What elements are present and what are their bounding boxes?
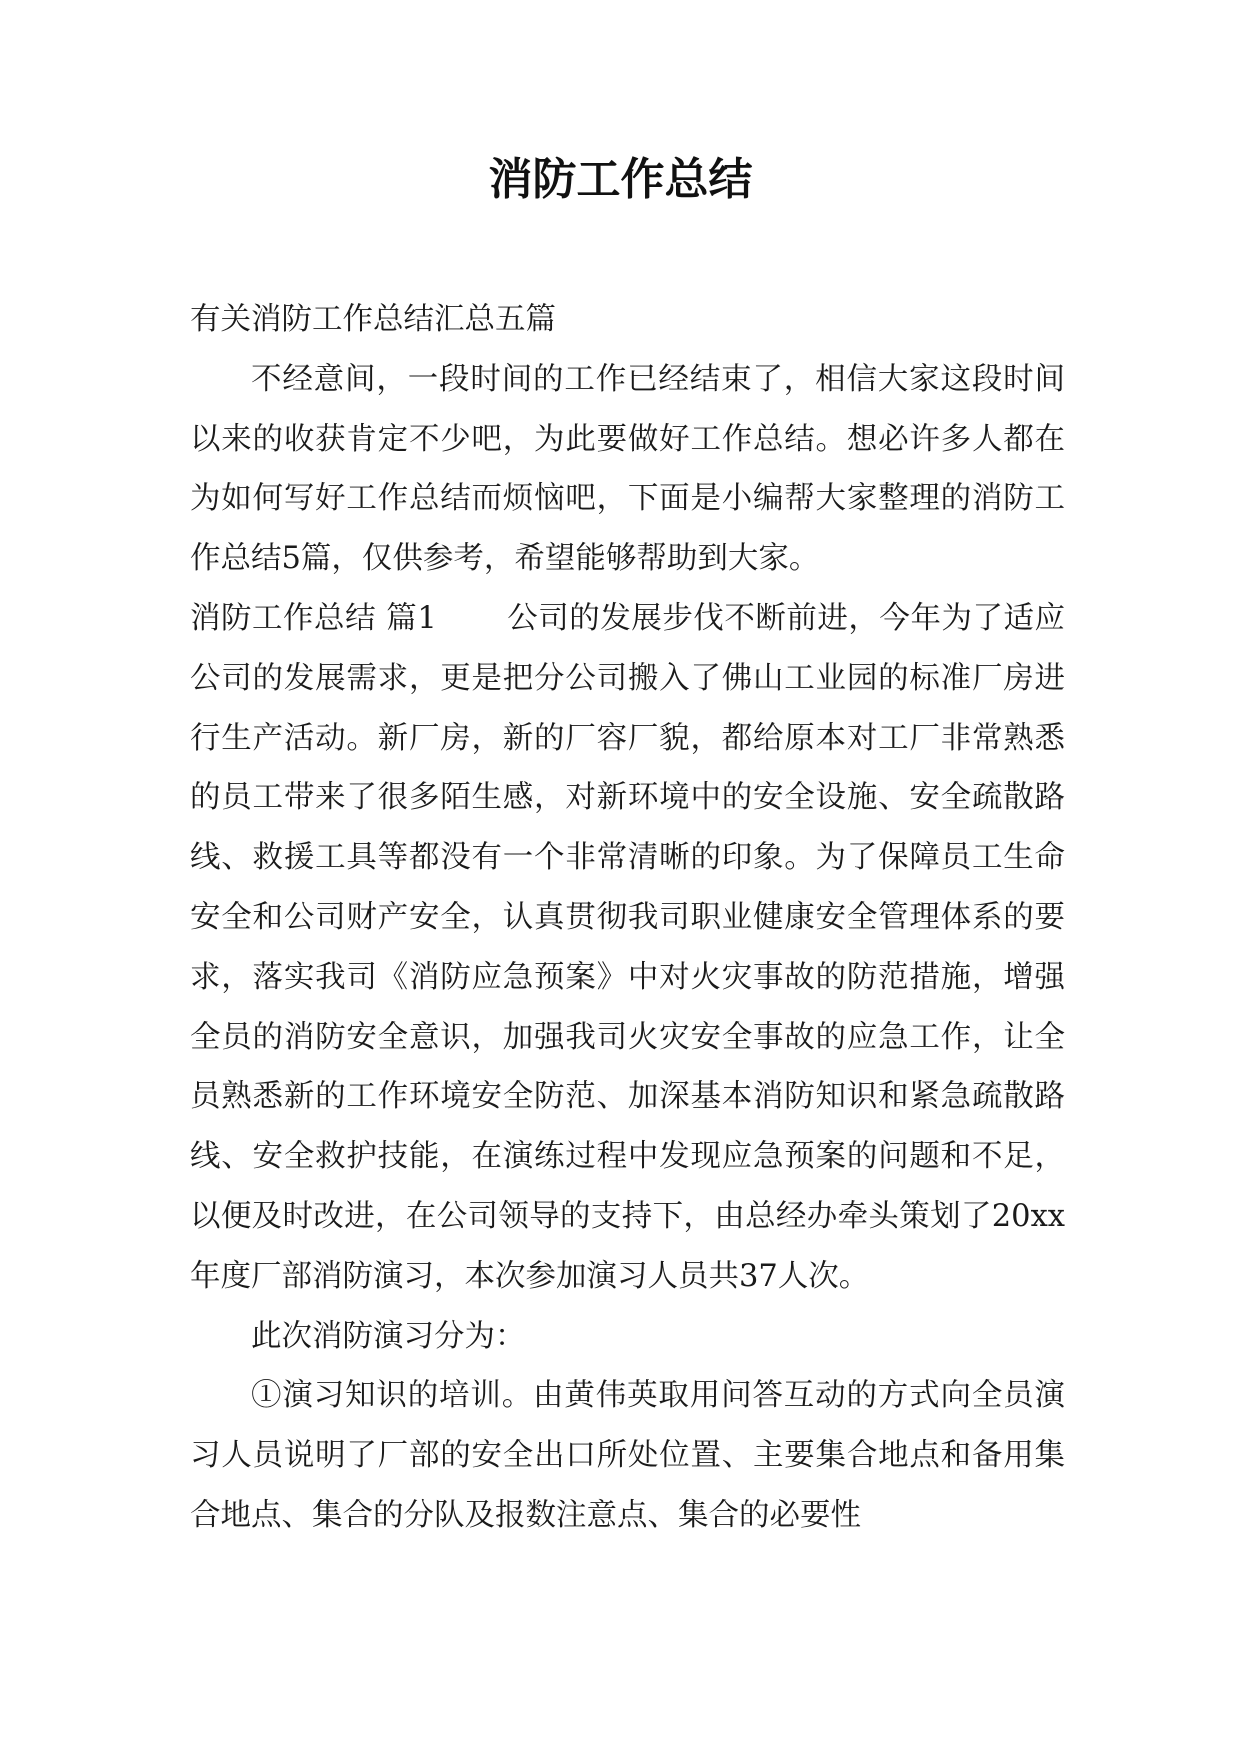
document-title: 消防工作总结 bbox=[488, 154, 753, 205]
section-1-paragraph bbox=[190, 589, 1065, 1307]
drill-intro-paragraph: 此次消防演习分为： bbox=[251, 1318, 526, 1354]
intro-paragraph: 不经意间，一段时间的工作已经结束了，相信大家这段时间以来的收获肯定不少吧，为此要做好工作总结。想必许多人都在为如何写好工作总结而烦恼吧，下面是小编帮大家整理的消防工作总结5篇，仅供参考，希望能够帮助到大家。 bbox=[190, 361, 1065, 577]
document-subtitle: 有关消防工作总结汇总五篇 bbox=[190, 302, 556, 337]
section-1-text: 公司的发展步伐不断前进，今年为了适应公司的发展需求，更是把分公司搬入了佛山工业园的标准厂房进行生产活动。新厂房，新的厂容厂貌，都给原本对工厂非常熟悉的员工带来了很多陌生感，对新环境中的安全设施、安全疏散路线、救援工具等都没有一个非常清晰的印象。为了保障员工生命安全和公司财产安全，认真贯彻我司职业健康安全管理体系的要求，落实我司《消防应急预案》中对火灾事故的防范措施，增强全员的消防安全意识，加强我司火灾安全事故的应急工作，让全员熟悉新的工作环境安全防范、加深基本消防知识和紧急疏散路线、安全救护技能，在演练过程中发现应急预案的问题和不足，以便及时改进，在公司领导的支持下，由总经办牵头策划了20xx年度厂部消防演习，本次参加演习人员共37人次。 bbox=[190, 600, 1066, 1294]
drill-item-1-paragraph: ①演习知识的培训。由黄伟英取用问答互动的方式向全员演习人员说明了厂部的安全出口所处位置、主要集合地点和备用集合地点、集合的分队及报数注意点、集合的必要性 bbox=[190, 1378, 1065, 1533]
document-body bbox=[190, 290, 1065, 1546]
section-1-heading: 消防工作总结 篇1 bbox=[190, 600, 437, 636]
